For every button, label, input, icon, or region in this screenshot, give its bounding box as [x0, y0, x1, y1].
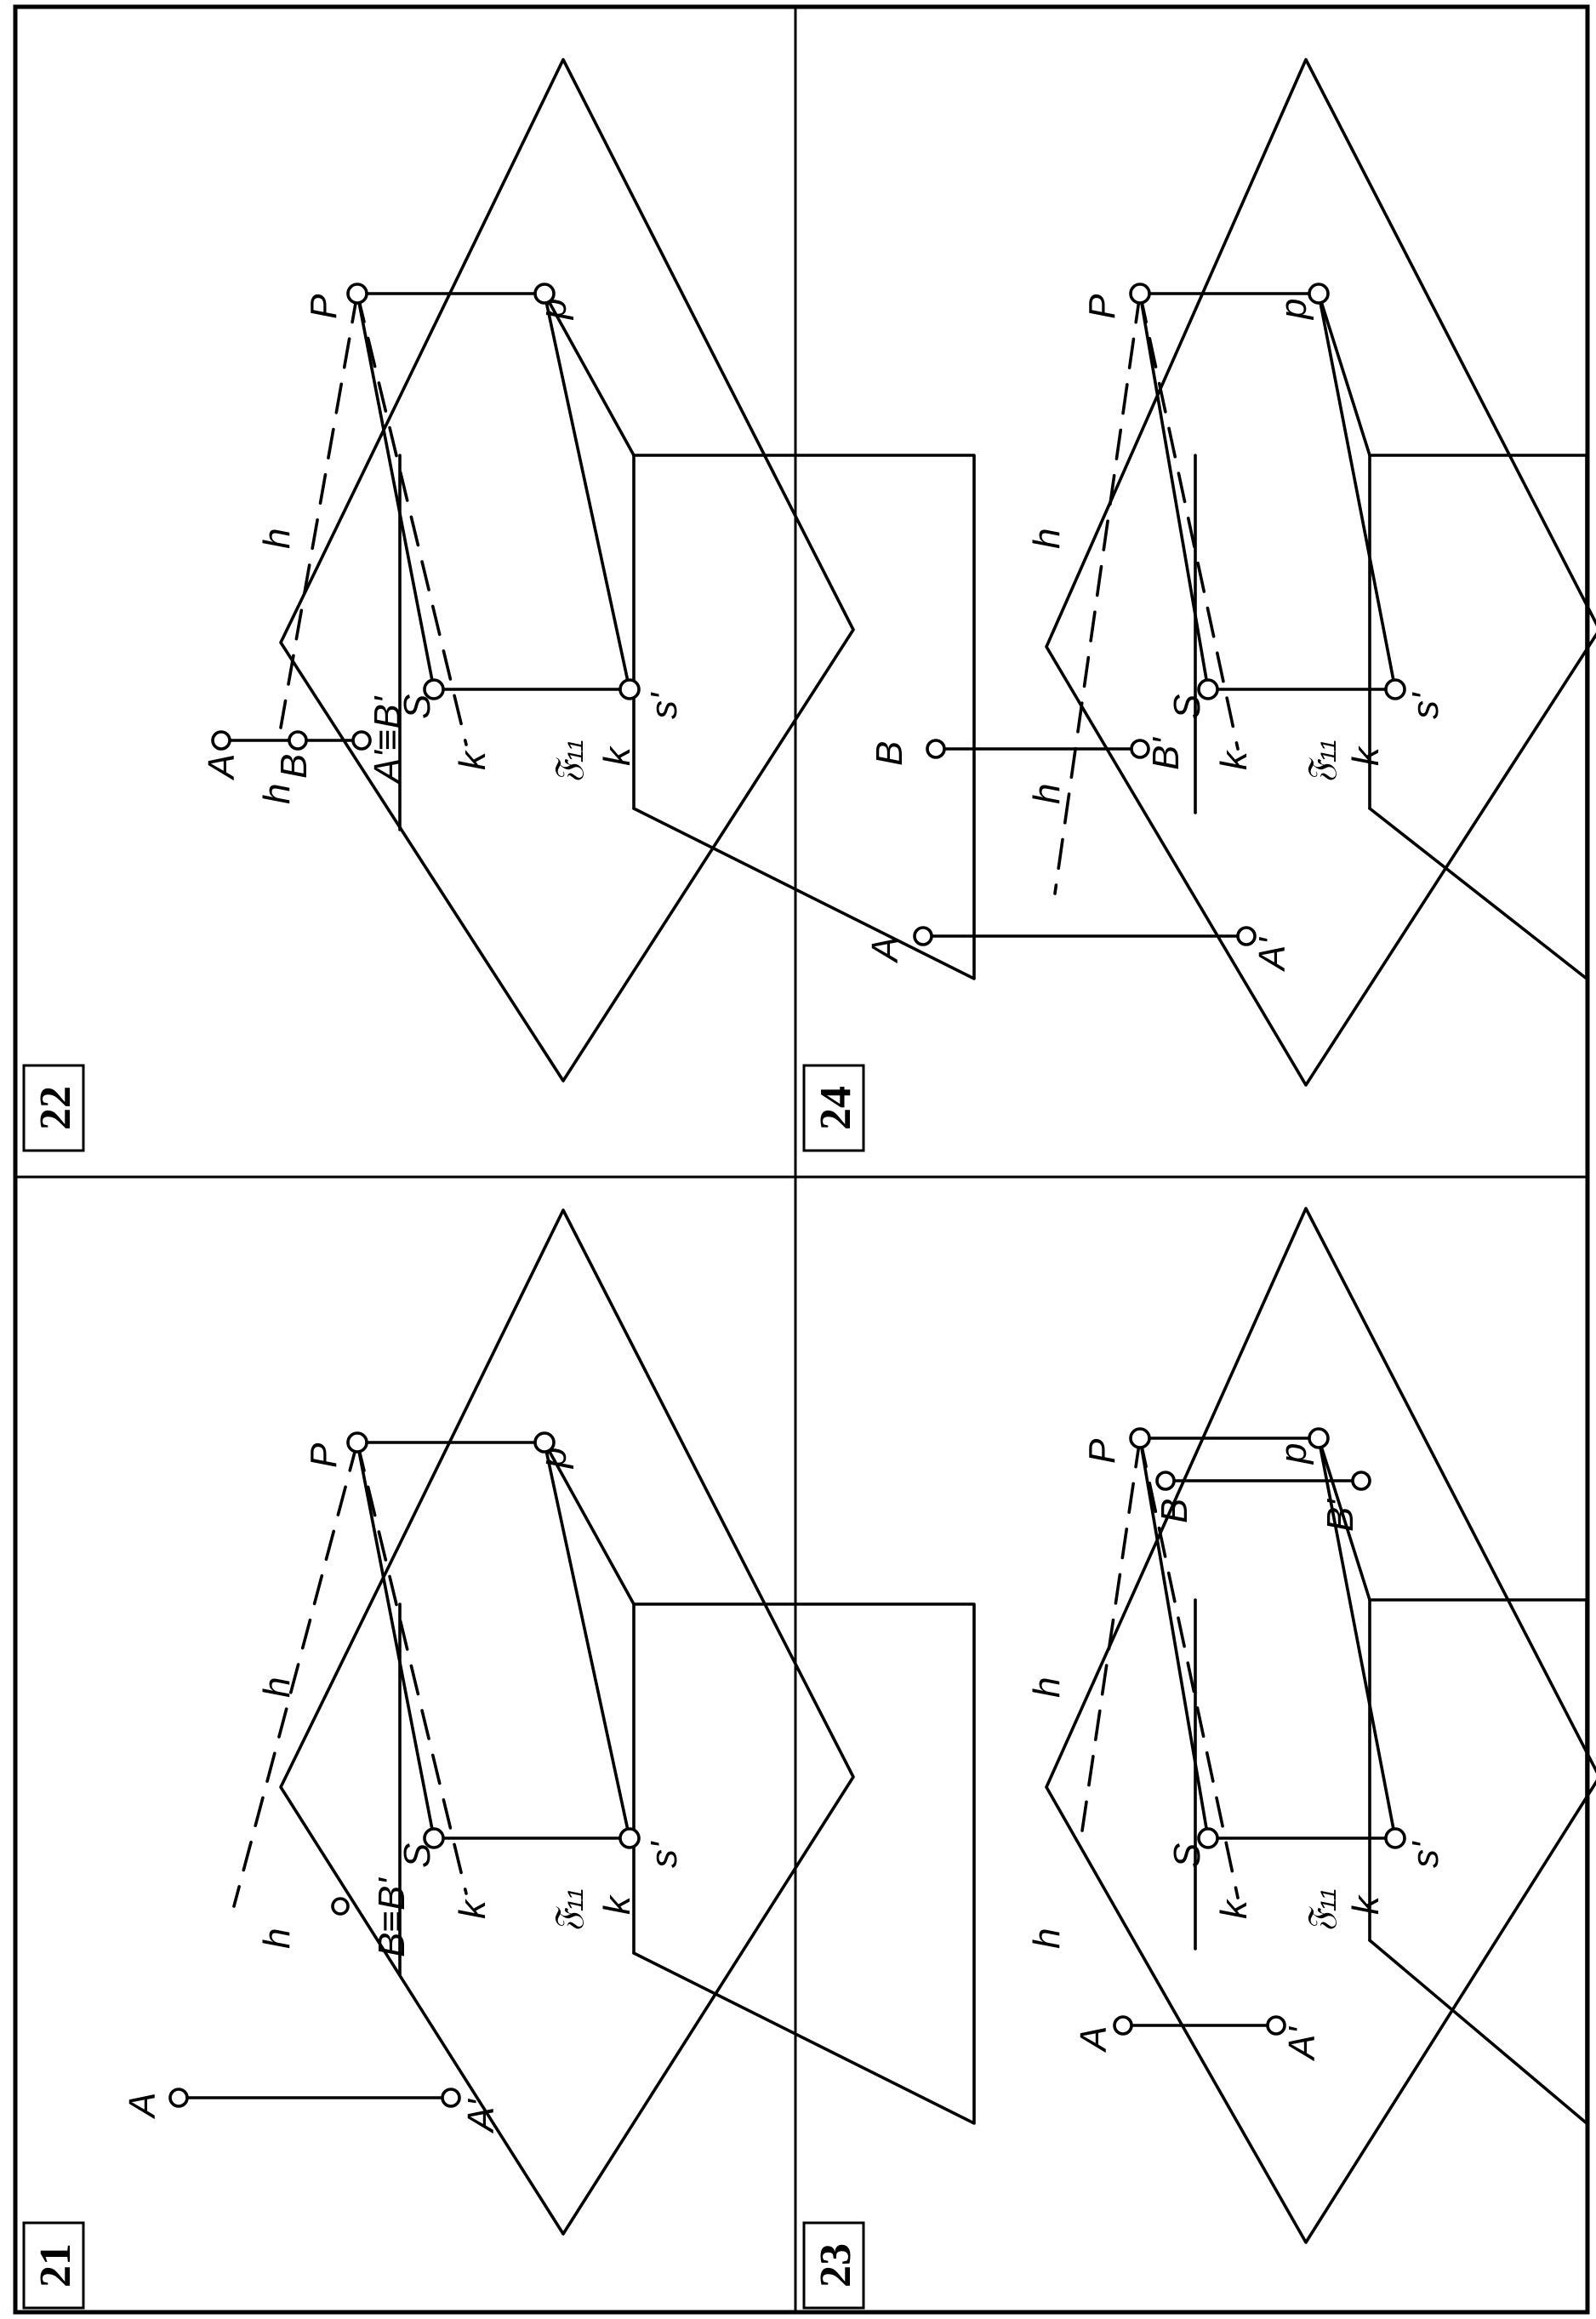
- label-k2: k: [596, 1896, 638, 1915]
- label-h1: h: [1026, 528, 1068, 549]
- label-h2: h: [1026, 1928, 1068, 1949]
- label-A1: A': [460, 2099, 502, 2132]
- point-s1: [620, 1829, 639, 1848]
- label-p: p: [533, 1447, 574, 1468]
- label-h1: h: [256, 1676, 298, 1698]
- label-A1: A': [1281, 2027, 1323, 2059]
- label-S: S: [1166, 694, 1208, 719]
- point-P: [1131, 284, 1149, 303]
- label-B: B: [1154, 1498, 1195, 1523]
- label-h1: h: [1026, 1676, 1068, 1698]
- label-k2: k: [1345, 1896, 1387, 1915]
- point-A: [213, 732, 230, 749]
- label-h2: h: [256, 783, 298, 804]
- point-B: [927, 740, 944, 757]
- label-p: p: [533, 298, 574, 319]
- point-B: [333, 1899, 348, 1914]
- label-B1: B': [1320, 1499, 1361, 1532]
- label-P: P: [303, 1442, 345, 1468]
- label-A: A: [1073, 2025, 1114, 2051]
- point-s1: [620, 680, 639, 699]
- label-plane: 𝔉₁₁: [549, 1888, 586, 1932]
- label-k2: k: [596, 747, 638, 766]
- label-A1: A': [1251, 938, 1293, 970]
- label-p: p: [1273, 298, 1314, 319]
- label-B: B: [869, 740, 910, 766]
- label-S: S: [396, 1842, 438, 1868]
- label-s1: s': [1405, 1842, 1446, 1868]
- label-P: P: [1081, 294, 1123, 319]
- panel-number: 24: [812, 1086, 860, 1130]
- point-B: [1157, 1472, 1174, 1489]
- label-A: A: [864, 936, 906, 962]
- label-k2: k: [1345, 747, 1387, 766]
- label-k1: k: [452, 1900, 493, 1919]
- label-h2: h: [1026, 783, 1068, 804]
- panel-number: 21: [31, 2243, 80, 2288]
- point-P: [348, 1433, 367, 1452]
- label-k1: k: [1213, 1900, 1255, 1919]
- label-A: A: [201, 753, 242, 779]
- label-h1: h: [256, 528, 298, 549]
- panel-number: 22: [31, 1086, 80, 1130]
- label-plane: 𝔉₁₁: [1302, 740, 1339, 783]
- label-P: P: [1081, 1438, 1123, 1464]
- point-P: [348, 284, 367, 303]
- point-B1: [1353, 1472, 1370, 1489]
- label-plane: 𝔉₁₁: [1302, 1888, 1339, 1932]
- label-B-B1: B≡B': [371, 1878, 413, 1957]
- point-P: [1131, 1429, 1149, 1448]
- label-B1: B': [1145, 738, 1187, 770]
- label-k1: k: [1213, 751, 1255, 770]
- point-A: [1114, 2017, 1131, 2034]
- label-A1-B1: A'≡B': [367, 696, 408, 783]
- label-h2: h: [256, 1928, 298, 1949]
- label-s1: s': [643, 1842, 685, 1868]
- label-A: A: [122, 2092, 163, 2117]
- label-k1: k: [452, 751, 493, 770]
- panel-number: 23: [812, 2243, 860, 2288]
- point-A1: [442, 2089, 459, 2106]
- point-A: [170, 2089, 187, 2106]
- point-B: [289, 732, 306, 749]
- point-s1: [1386, 680, 1405, 699]
- label-S: S: [396, 694, 438, 719]
- label-P: P: [303, 294, 345, 319]
- label-plane: 𝔉₁₁: [549, 740, 586, 783]
- label-s1: s': [1405, 693, 1446, 719]
- point-A: [915, 928, 932, 945]
- label-p: p: [1273, 1442, 1314, 1464]
- label-B: B: [273, 753, 315, 779]
- point-s1: [1386, 1829, 1405, 1848]
- label-s1: s': [643, 693, 685, 719]
- label-S: S: [1166, 1842, 1208, 1868]
